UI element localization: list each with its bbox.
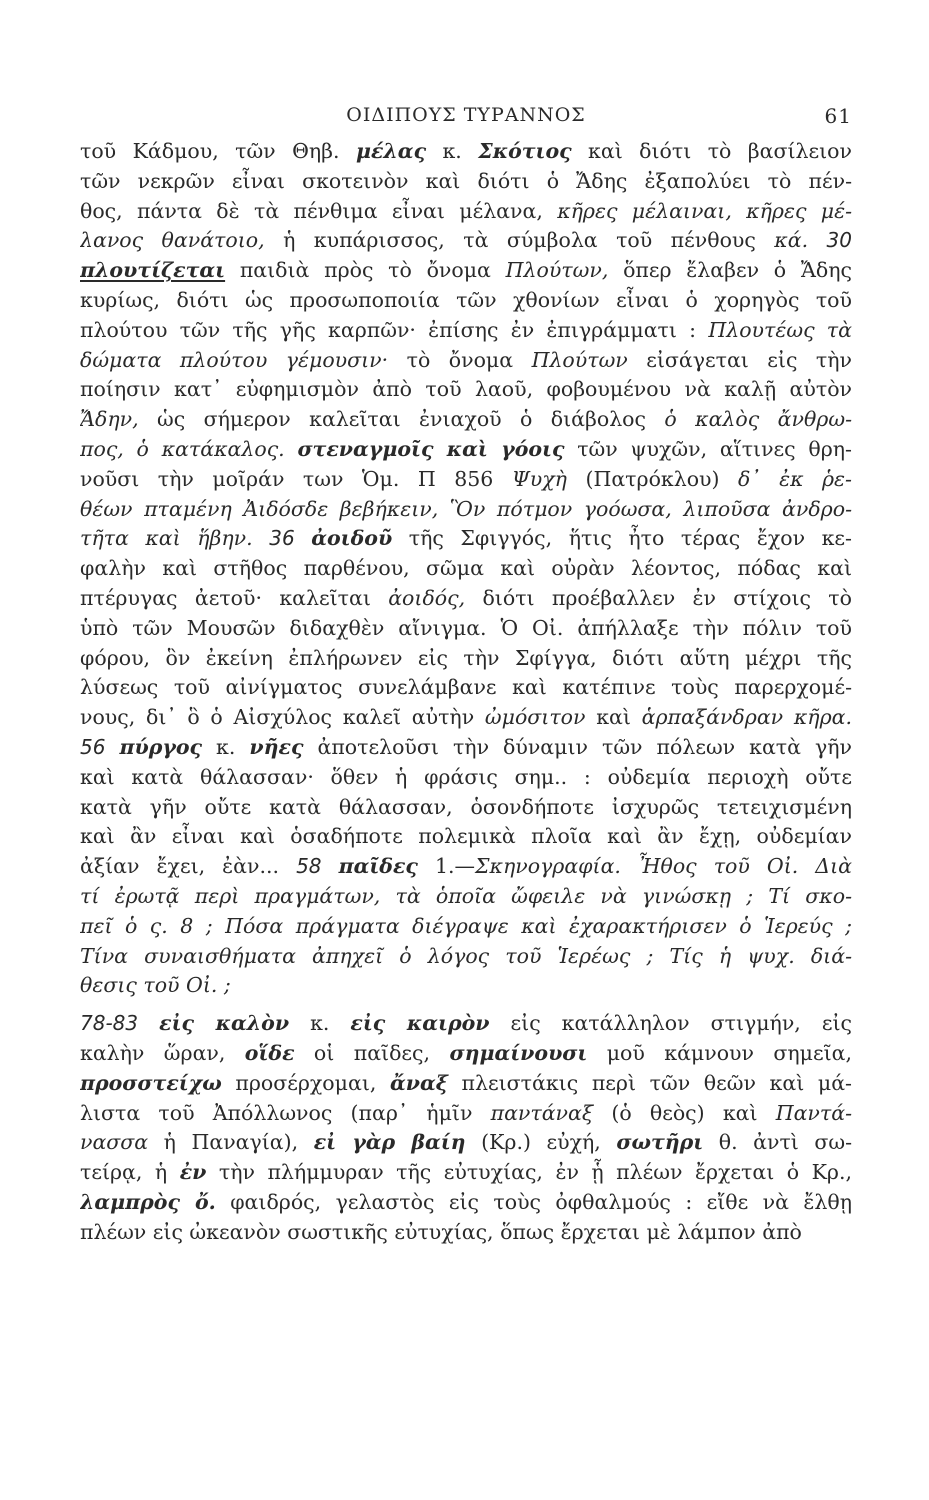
- text-run: πλούτου τῶν τῆς γῆς καρπῶν· ἐπίσης ἐν ἐπιγράμματι :: [80, 317, 709, 342]
- text-run: παιδιὰ πρὸς τὸ ὄνομα: [225, 258, 506, 283]
- text-run: δώματα πλούτου γέμουσιν·: [80, 347, 389, 372]
- text-run: παντάναξ: [490, 1100, 594, 1125]
- text-run: ὁ καλὸς ἄνθρω-: [664, 407, 852, 432]
- lemma: οἵδε: [244, 1040, 295, 1065]
- lemma: μέλας: [355, 139, 427, 163]
- text-run: Πλούτων: [531, 347, 628, 372]
- text-line: [80, 346, 852, 376]
- text-line: [80, 1069, 852, 1099]
- text-run: εἰς κατάλληλον στιγμήν, εἰς: [489, 1011, 852, 1036]
- commentary-text: [80, 137, 852, 1247]
- text-run: λιστα τοῦ Ἀπόλλωνος (παρ᾽ ἡμῖν: [80, 1100, 491, 1125]
- text-run: καὶ ἂν εἶναι καὶ ὁσαδήποτε πολεμικὰ πλοῖα καὶ ἂν ἔχῃ, οὐδεμίαν: [80, 824, 852, 849]
- text-run: κατὰ γῆν οὔτε κατὰ θάλασσαν, ὁσονδήποτε ἰσχυρῶς τετειχισμένη: [80, 794, 852, 819]
- text-line: [80, 197, 852, 227]
- text-run: φόρου, ὃν ἐκείνη ἐπλήρωνεν εἰς τὴν Σφίγγα, διότι αὕτη μέχρι τῆς: [80, 645, 852, 670]
- text-run: ἡ Παναγία),: [148, 1130, 314, 1155]
- text-line: [80, 435, 852, 465]
- text-run: καὶ κατὰ θάλασσαν· ὅθεν ἡ φράσις σημ.. : οὐδεμία περιοχὴ οὔτε: [80, 764, 852, 789]
- text-line: [80, 673, 852, 703]
- text-run: Ψυχὴ: [511, 466, 567, 491]
- text-run: ὑπὸ τῶν Μουσῶν διδαχθὲν αἴνιγμα. Ὁ Οἰ. ἀπήλλαξε τὴν πόλιν τοῦ: [80, 615, 852, 640]
- text-line: [80, 554, 852, 584]
- text-line: [80, 256, 852, 286]
- text-line: [80, 1099, 852, 1129]
- text-run: κ.: [202, 734, 250, 759]
- text-run: ἀποτελοῦσι τὴν δύναμιν τῶν πόλεων κατὰ γῆν: [303, 734, 852, 759]
- verse-number: 56: [80, 734, 106, 759]
- text-run: κά.: [774, 228, 809, 253]
- text-run: πος, ὁ κατάκαλος.: [80, 436, 285, 461]
- text-run: Παντά-: [775, 1100, 852, 1125]
- text-run: προσέρχομαι,: [221, 1070, 390, 1095]
- lemma: πύργος: [119, 734, 203, 759]
- text-run: θέων πταμένη Ἀιδόσδε βεβήκειν, Ὃν πότμον γοόωσα, λιποῦσα ἀνδρο-: [80, 496, 852, 521]
- text-run: κυρίως, διότι ὡς προσωποποιία τῶν χθονίων εἶναι ὁ χορηγὸς τοῦ: [80, 287, 852, 312]
- text-run: [322, 854, 339, 878]
- text-run: πτέρυγας ἀετοῦ· καλεῖται: [80, 585, 389, 610]
- text-line: [80, 495, 852, 525]
- text-line: [80, 733, 852, 763]
- lemma: πλουτίζεται: [80, 258, 226, 283]
- text-run: νασσα: [80, 1130, 149, 1155]
- lemma: σωτῆρι: [616, 1130, 704, 1155]
- text-run: τῶν νεκρῶν εἶναι σκοτεινὸν καὶ διότι ὁ Ἄδης ἐξαπολύει τὸ πέν-: [80, 168, 852, 193]
- lemma: νῆες: [249, 734, 304, 759]
- verse-number: 36: [269, 526, 295, 551]
- text-run: ἀξίαν ἔχει, ἐὰν...: [80, 854, 297, 879]
- running-header: [80, 104, 852, 134]
- text-line: [80, 1128, 852, 1158]
- text-run: [285, 437, 298, 461]
- text-line: [80, 644, 852, 674]
- text-line: [80, 584, 852, 614]
- text-run: Πλούτων,: [505, 258, 609, 283]
- text-run: ὡς σήμερον καλεῖται ἐνιαχοῦ ὁ διάβολος: [138, 407, 665, 432]
- text-line: [80, 465, 852, 495]
- verse-number: 58: [296, 854, 322, 879]
- text-line: [80, 1009, 852, 1039]
- text-run: 1.—: [417, 854, 476, 879]
- text-line: [80, 375, 852, 405]
- text-run: καλὴν ὥραν,: [80, 1040, 245, 1065]
- lemma: Σκότιος: [478, 139, 572, 163]
- text-line: [80, 882, 852, 912]
- text-run: (Κρ.) εὐχή,: [465, 1130, 617, 1155]
- text-run: [253, 526, 270, 550]
- text-run: [138, 1011, 159, 1035]
- text-run: [105, 735, 119, 759]
- text-run: λανος θανάτοιο,: [80, 228, 265, 253]
- text-run: καὶ διότι τὸ βασίλειον: [571, 139, 852, 163]
- lemma: παῖδες: [338, 854, 418, 879]
- text-line: [80, 226, 852, 256]
- lemma: εἰ γὰρ βαίη: [313, 1130, 466, 1155]
- text-run: τί ἐρωτᾷ περὶ πραγμάτων, τὰ ὁποῖα ὤφειλε νὰ γινώσκῃ ; Τί σκο-: [80, 883, 852, 908]
- text-run: νοῦσι τὴν μοῖράν των Ὁμ. Π 856: [80, 466, 512, 491]
- text-run: οἱ παῖδες,: [294, 1040, 450, 1065]
- text-run: πεῖ ὁ ς. 8 ; Πόσα πράγματα διέγραψε καὶ ἐχαρακτήρισεν ὁ Ἱερεύς ;: [80, 913, 852, 938]
- lemma: προσστείχω: [80, 1070, 222, 1095]
- lemma: ἀοιδοῦ: [311, 526, 393, 551]
- text-line: [80, 524, 852, 554]
- text-line: [80, 1158, 852, 1188]
- text-line: [80, 793, 852, 823]
- text-run: τὴν πλήμμυραν τῆς εὐτυχίας, ἐν ᾗ πλέων ἔρχεται ὁ Κρ.,: [206, 1160, 852, 1185]
- lemma: ἄναξ: [390, 1070, 448, 1095]
- text-run: εἰσάγεται εἰς τὴν: [627, 347, 852, 372]
- lemma: στεναγμοῖς καὶ γόοις: [297, 436, 565, 461]
- text-run: θεσις τοῦ Οἰ. ;: [80, 973, 231, 998]
- text-line: [80, 703, 852, 733]
- text-run: φαλὴν καὶ στῆθος παρθένου, σῶμα καὶ οὐρὰν λέοντος, πόδας καὶ: [80, 556, 852, 581]
- text-run: (Πατρόκλου): [566, 466, 738, 491]
- page-number: 61: [824, 104, 852, 128]
- text-run: τὸ ὄνομα: [388, 347, 532, 372]
- text-line: [80, 614, 852, 644]
- text-run: ὠμόσιτον: [484, 705, 586, 730]
- text-run: ἀοιδός,: [388, 585, 466, 610]
- text-run: τῶν ψυχῶν, αἵτινες θρη-: [564, 436, 852, 461]
- text-run: τῆς Σφιγγός, ἥτις ἦτο τέρας ἔχον κε-: [392, 526, 852, 551]
- text-run: τῆτα καὶ ἥβην.: [80, 526, 253, 551]
- text-line: [80, 286, 852, 316]
- text-run: Σκηνογραφία. Ἦθος τοῦ Οἰ. Διὰ: [475, 854, 852, 879]
- lemma: λαμπρὸς ὄ.: [80, 1189, 216, 1214]
- text-run: [295, 526, 312, 550]
- text-run: τοῦ Κάδμου, τῶν Θηβ.: [80, 139, 356, 163]
- text-run: πλέων εἰς ὠκεανὸν σωστικῆς εὐτυχίας, ὅπως ἔρχεται μὲ λάμπον ἀπὸ: [80, 1219, 802, 1244]
- text-line: [80, 942, 852, 972]
- text-line: [80, 137, 852, 167]
- text-run: κῆρες μέλαιναι, κῆρες μέ-: [557, 198, 852, 223]
- text-run: φαιδρός, γελαστὸς εἰς τοὺς ὀφθαλμούς : εἴθε νὰ ἔλθῃ: [215, 1189, 852, 1214]
- text-run: ὅπερ ἔλαβεν ὁ Ἄδης: [608, 258, 852, 283]
- text-run: δ᾽ ἐκ ῥε-: [738, 466, 852, 491]
- text-line: [80, 852, 852, 882]
- text-run: κ.: [426, 139, 479, 163]
- text-run: νους, δι᾽ ὃ ὁ Αἰσχύλος καλεῖ αὐτὴν: [80, 705, 485, 730]
- text-run: Πλουτέως τὰ: [708, 317, 852, 342]
- text-run: (ὁ θεὸς) καὶ: [593, 1100, 776, 1125]
- text-line: [80, 1218, 852, 1248]
- text-run: ποίησιν κατ᾽ εὐφημισμὸν ἀπὸ τοῦ λαοῦ, φοβουμένου νὰ καλῇ αὐτὸν: [80, 377, 852, 402]
- text-run: λύσεως τοῦ αἰνίγματος συνελάμβανε καὶ κατέπινε τοὺς παρερχομέ-: [80, 675, 852, 700]
- text-line: [80, 971, 852, 1001]
- text-line: [80, 912, 852, 942]
- text-run: θ. ἀντὶ σω-: [703, 1130, 852, 1155]
- verse-number: 78-83: [80, 1011, 139, 1036]
- text-run: καὶ: [585, 705, 642, 730]
- text-run: μοῦ κάμνουν σημεῖα,: [587, 1040, 852, 1065]
- text-line: [80, 167, 852, 197]
- text-run: τείρᾳ, ἡ: [80, 1160, 180, 1185]
- text-line: [80, 822, 852, 852]
- text-run: Τίνα συναισθήματα ἀπηχεῖ ὁ λόγος τοῦ Ἱερέως ; Τίς ἡ ψυχ. διά-: [80, 943, 852, 968]
- text-run: κ.: [289, 1011, 351, 1036]
- running-title: ΟΙΔΙΠΟΥΣ ΤΥΡΑΝΝΟΣ: [346, 104, 586, 126]
- text-run: ἁρπαξάνδραν κῆρα.: [641, 705, 852, 730]
- text-line: [80, 1188, 852, 1218]
- text-line: [80, 316, 852, 346]
- text-run: ἡ κυπάρισσος, τὰ σύμβολα τοῦ πένθους: [264, 228, 775, 253]
- text-line: [80, 405, 852, 435]
- text-line: [80, 1039, 852, 1069]
- lemma: ἐν: [179, 1160, 207, 1185]
- text-line: [80, 763, 852, 793]
- text-run: [808, 228, 826, 252]
- text-run: διότι προέβαλλεν ἐν στίχοις τὸ: [465, 585, 852, 610]
- verse-number: 30: [826, 228, 852, 253]
- lemma: σημαίνουσι: [449, 1040, 588, 1065]
- text-run: Ἄδην,: [80, 407, 139, 432]
- text-run: πλειστάκις περὶ τῶν θεῶν καὶ μά-: [447, 1070, 852, 1095]
- text-run: θος, πάντα δὲ τὰ πένθιμα εἶναι μέλανα,: [80, 198, 558, 223]
- lemma: εἰς καλὸν: [159, 1011, 290, 1036]
- lemma: εἰς καιρὸν: [350, 1011, 490, 1036]
